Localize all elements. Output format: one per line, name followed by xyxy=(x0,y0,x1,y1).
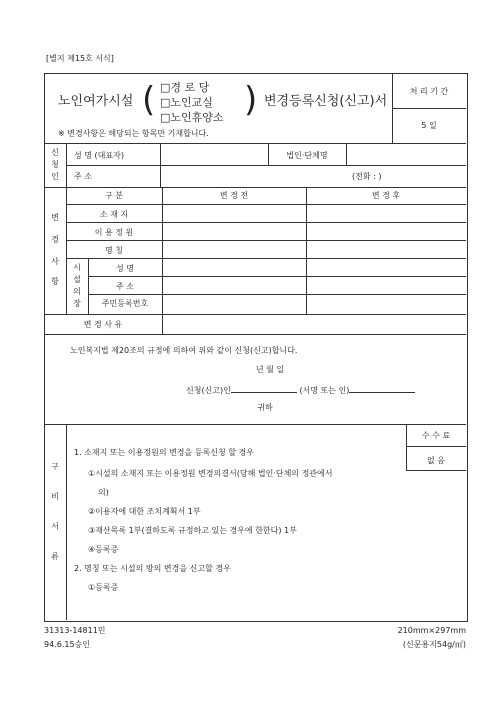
phone-label: (전화 : ) xyxy=(352,172,382,181)
fee-label: 수 수 료 xyxy=(421,431,451,440)
applicant-prefix: 신청(신고)인 xyxy=(186,386,231,395)
left-paren: ( xyxy=(142,80,156,120)
row-capacity-label: 이 용 정 원 xyxy=(94,228,134,237)
corp-field[interactable] xyxy=(349,146,463,162)
fee-value: 없 음 xyxy=(427,456,445,465)
title-suffix: 변경등록신청(신고)서 xyxy=(264,94,388,109)
head-rrn-label: 주민등록번호 xyxy=(101,299,149,308)
corp-label: 법인·단체명 xyxy=(286,151,328,160)
form-number: [별지 제15호 서식] xyxy=(46,54,114,63)
head-name-label: 성 명 xyxy=(116,264,134,273)
row-name-label: 명 칭 xyxy=(105,246,123,255)
doc-item-1-1: ①시설의 소재지 또는 이용정원 변경의결서(당해 법인·단체의 정관에서 xyxy=(88,469,333,478)
head-char-1: 시 xyxy=(73,263,81,272)
docs-section-char-1: 구 xyxy=(51,462,59,471)
doc-item-1: 1. 소재지 또는 이용정원의 변경을 등록신청 할 경우 xyxy=(74,448,254,457)
docs-section-char-4: 류 xyxy=(51,552,59,561)
name-field[interactable] xyxy=(163,146,265,162)
doc-item-2-1: ①등록증 xyxy=(88,583,119,592)
doc-item-1-2: ②이용자에 대한 조치계획서 1부 xyxy=(88,507,201,516)
col-before-header: 변 경 전 xyxy=(219,191,249,200)
reason-label: 변 경 사 유 xyxy=(83,320,123,329)
footer-approval: 94.6.15승인 xyxy=(44,640,90,649)
col-after-header: 변 경 후 xyxy=(371,191,401,200)
title-prefix: 노인여가시설 xyxy=(58,94,134,109)
applicant-section-char-3: 인 xyxy=(51,172,59,181)
changes-section-char-4: 항 xyxy=(51,277,59,286)
signature-field[interactable] xyxy=(349,384,415,393)
note-text: ※ 변경사항은 해당되는 항목만 기재합니다. xyxy=(58,129,209,138)
head-char-2: 설 xyxy=(73,275,81,284)
declaration-text: 노인복지법 제20조의 규정에 의하여 위와 같이 신청(신고)합니다. xyxy=(70,346,298,355)
doc-item-1-4: ④등록증 xyxy=(88,545,119,554)
reason-field[interactable] xyxy=(165,316,463,332)
title-option-2: □노인교실 xyxy=(160,96,213,109)
changes-section-char-3: 사 xyxy=(51,257,59,266)
signature-line xyxy=(186,384,415,396)
title-option-3: □노인휴양소 xyxy=(160,111,224,124)
doc-item-1-3: ③재산목록 1부(결하도록 규정하고 있는 경우에 한한다) 1부 xyxy=(88,526,297,535)
addressee-suffix: 귀하 xyxy=(257,403,273,412)
footer-size: 210mm×297mm xyxy=(397,626,466,635)
col-item-header: 구 분 xyxy=(105,191,123,200)
head-char-3: 의 xyxy=(73,287,81,296)
processing-value: 5 일 xyxy=(421,121,437,130)
footer-paper: (신문용지54g/㎡) xyxy=(402,640,466,649)
address-label: 주 소 xyxy=(74,172,92,181)
head-address-label: 주 소 xyxy=(116,282,134,291)
doc-item-2: 2. 명칭 또는 시설의 방의 변경을 신고할 경우 xyxy=(74,564,231,573)
applicant-section-char-2: 청 xyxy=(51,160,59,169)
name-label: 성 명 (대표자) xyxy=(74,151,124,160)
address-field[interactable] xyxy=(163,168,343,184)
footer-code: 31313-14811민 xyxy=(44,626,106,635)
changes-section-char-2: 경 xyxy=(51,235,59,244)
title-option-1: □경 로 당 xyxy=(160,81,210,94)
docs-section-char-2: 비 xyxy=(51,492,59,501)
doc-item-1-1-cont: 의) xyxy=(98,488,109,497)
applicant-section-char-1: 신 xyxy=(51,148,59,157)
row-location-label: 소 재 지 xyxy=(99,210,129,219)
processing-label: 처 리 기 간 xyxy=(409,87,449,96)
right-paren: ) xyxy=(244,80,258,120)
docs-section-char-3: 서 xyxy=(51,522,59,531)
changes-section-char-1: 변 xyxy=(51,213,59,222)
applicant-name-field[interactable] xyxy=(231,384,297,393)
head-char-4: 장 xyxy=(73,299,81,308)
declaration-date: 년 월 일 xyxy=(255,365,285,374)
signature-label: (서명 또는 인) xyxy=(299,386,350,395)
